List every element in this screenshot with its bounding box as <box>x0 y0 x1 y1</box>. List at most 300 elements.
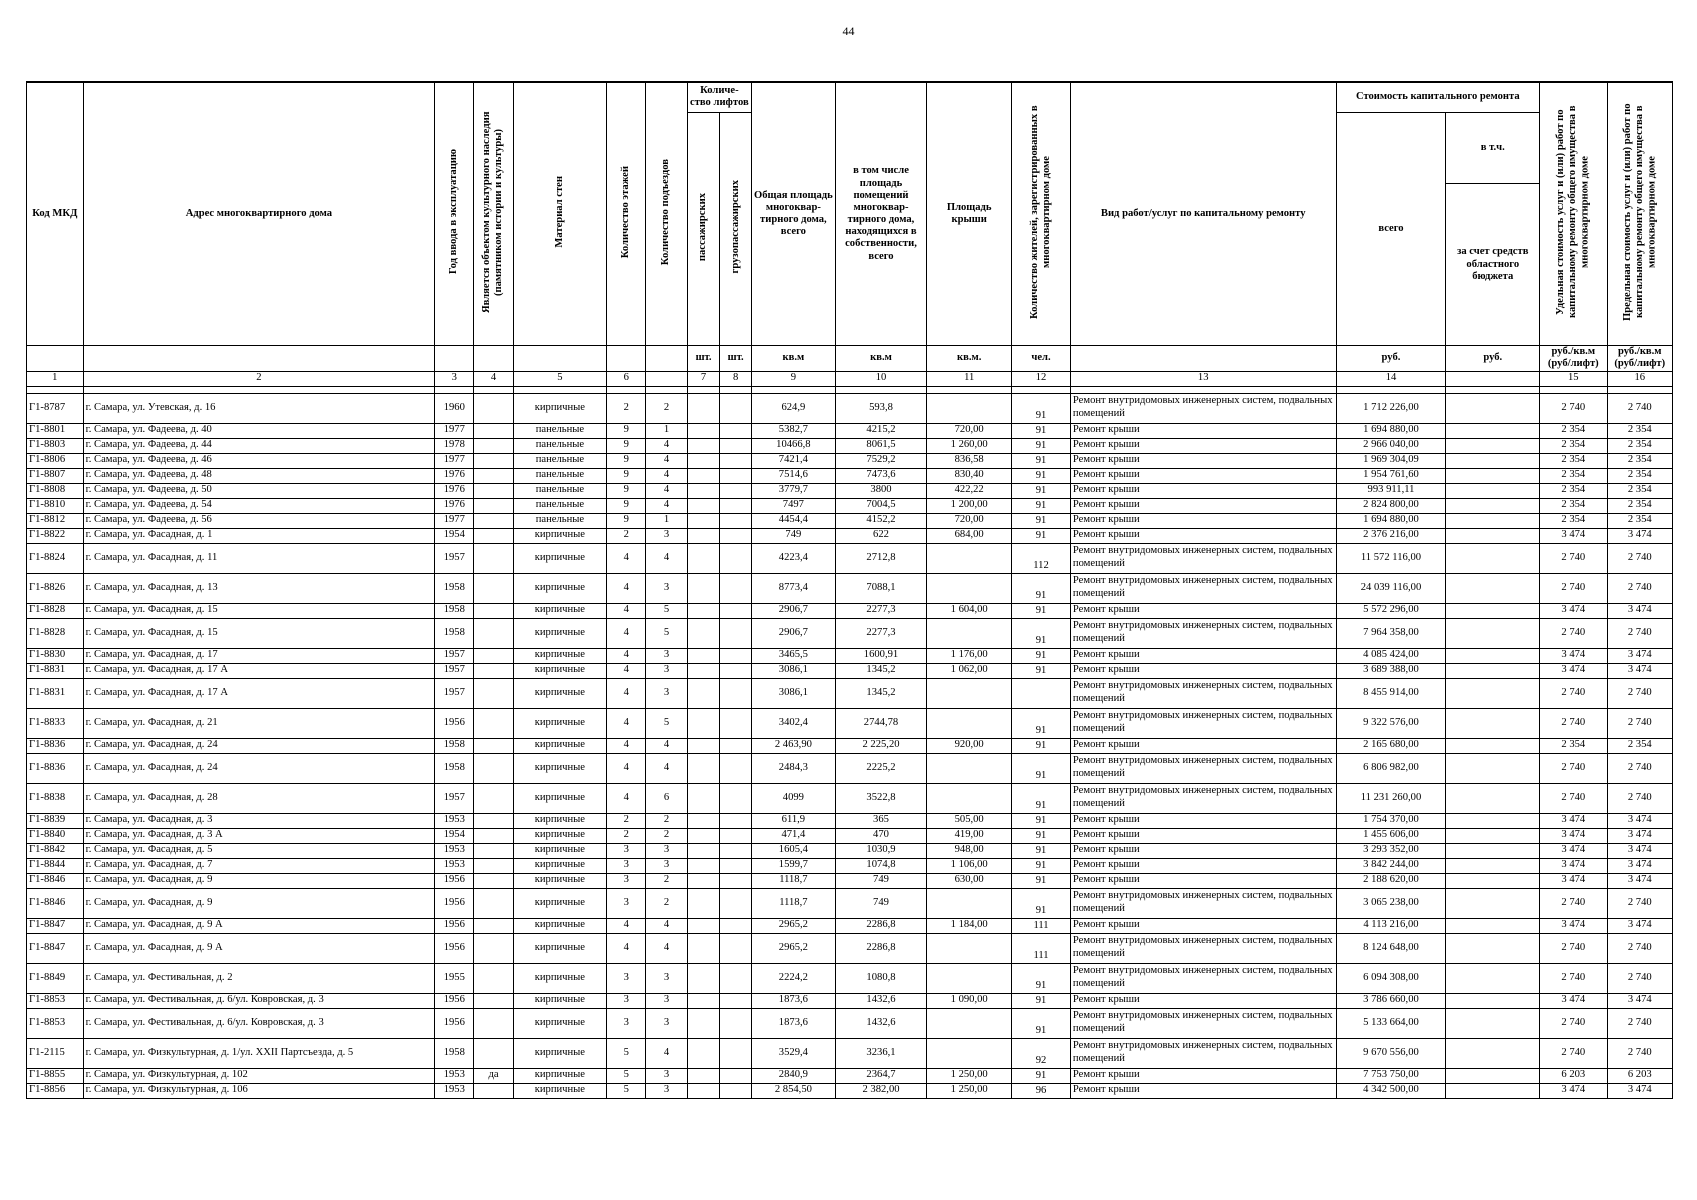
cell-entrances: 2 <box>646 888 687 918</box>
cell-code: Г1-8831 <box>27 663 84 678</box>
table-row <box>27 918 1673 933</box>
cell-floors: 4 <box>607 708 646 738</box>
cell-owned-area: 1345,2 <box>835 678 926 708</box>
cell-owned-area: 749 <box>835 888 926 918</box>
cell-residents: 111 <box>1012 933 1071 963</box>
cell-lifts-pass <box>687 483 720 498</box>
cell-roof-area: 720,00 <box>927 423 1012 438</box>
cell-heritage <box>474 423 513 438</box>
cell-cost-total: 2 966 040,00 <box>1336 438 1446 453</box>
cell-year: 1958 <box>435 618 474 648</box>
header-floors-text: Количество этажей <box>620 165 632 259</box>
spacer-cell <box>1070 386 1336 393</box>
cell-cost-regional <box>1446 603 1540 618</box>
cell-cost-regional <box>1446 573 1540 603</box>
cell-lifts-cargo <box>720 738 752 753</box>
cell-cost-regional <box>1446 663 1540 678</box>
cell-total-area: 3465,5 <box>751 648 835 663</box>
spacer-cell <box>751 386 835 393</box>
cell-year: 1956 <box>435 933 474 963</box>
cell-cost-total: 11 231 260,00 <box>1336 783 1446 813</box>
cell-heritage <box>474 483 513 498</box>
cell-address: г. Самара, ул. Фасадная, д. 21 <box>83 708 435 738</box>
cell-roof-area: 422,22 <box>927 483 1012 498</box>
cell-heritage <box>474 993 513 1008</box>
cell-roof-area: 1 604,00 <box>927 603 1012 618</box>
cell-lifts-pass <box>687 918 720 933</box>
header-owned-area: в том числе площадь помещений многоквар-тирного дома, находящихся в собственности, всего <box>835 82 926 346</box>
cell-entrances: 6 <box>646 783 687 813</box>
cell-code: Г1-8842 <box>27 843 84 858</box>
cell-max-cost: 2 354 <box>1607 468 1672 483</box>
table-row <box>27 393 1673 423</box>
cell-total-area: 1599,7 <box>751 858 835 873</box>
cell-year: 1955 <box>435 963 474 993</box>
cell-max-cost: 3 474 <box>1607 918 1672 933</box>
table-row <box>27 783 1673 813</box>
cell-floors: 9 <box>607 468 646 483</box>
cell-year: 1957 <box>435 543 474 573</box>
cell-lifts-pass <box>687 453 720 468</box>
header-residents <box>1012 82 1071 346</box>
cell-floors: 4 <box>607 678 646 708</box>
cell-wall: кирпичные <box>513 843 607 858</box>
cell-residents: 91 <box>1012 1068 1071 1083</box>
spacer-cell <box>83 386 435 393</box>
cell-max-cost: 2 354 <box>1607 453 1672 468</box>
cell-wall: кирпичные <box>513 1038 607 1068</box>
cell-unit-cost: 2 354 <box>1540 483 1607 498</box>
cell-cost-regional <box>1446 738 1540 753</box>
cell-owned-area: 1432,6 <box>835 1008 926 1038</box>
cell-owned-area: 3236,1 <box>835 1038 926 1068</box>
cell-address: г. Самара, ул. Физкультурная, д. 1/ул. XXII Партсъезда, д. 5 <box>83 1038 435 1068</box>
cell-code: Г1-8806 <box>27 453 84 468</box>
cell-unit-cost: 2 740 <box>1540 393 1607 423</box>
column-number: 14 <box>1336 371 1446 386</box>
header-cost-incl: в т.ч. <box>1446 112 1540 184</box>
cell-lifts-cargo <box>720 513 752 528</box>
header-unit-cost <box>1540 82 1607 346</box>
table-row <box>27 513 1673 528</box>
cell-total-area: 2224,2 <box>751 963 835 993</box>
cell-cost-regional <box>1446 1083 1540 1098</box>
cell-max-cost: 3 474 <box>1607 828 1672 843</box>
cell-lifts-cargo <box>720 648 752 663</box>
cell-max-cost: 2 740 <box>1607 543 1672 573</box>
header-cost-total: всего <box>1336 112 1446 346</box>
cell-year: 1956 <box>435 1008 474 1038</box>
cell-cost-total: 4 085 424,00 <box>1336 648 1446 663</box>
cell-entrances: 3 <box>646 573 687 603</box>
cell-wall: кирпичные <box>513 918 607 933</box>
cell-address: г. Самара, ул. Фасадная, д. 28 <box>83 783 435 813</box>
cell-heritage <box>474 738 513 753</box>
cell-residents: 91 <box>1012 468 1071 483</box>
unit-residents: чел. <box>1012 346 1071 371</box>
cell-address: г. Самара, ул. Фасадная, д. 3 <box>83 813 435 828</box>
cell-max-cost: 3 474 <box>1607 858 1672 873</box>
cell-cost-total: 1 754 370,00 <box>1336 813 1446 828</box>
cell-year: 1958 <box>435 573 474 603</box>
column-number: 3 <box>435 371 474 386</box>
cell-wall: кирпичные <box>513 738 607 753</box>
unit-cell <box>513 346 607 371</box>
cell-entrances: 3 <box>646 1008 687 1038</box>
cell-year: 1957 <box>435 678 474 708</box>
spacer-cell <box>687 386 720 393</box>
cell-max-cost: 2 740 <box>1607 708 1672 738</box>
cell-roof-area: 948,00 <box>927 843 1012 858</box>
cell-year: 1976 <box>435 468 474 483</box>
cell-owned-area: 2364,7 <box>835 1068 926 1083</box>
cell-total-area: 2965,2 <box>751 933 835 963</box>
spacer-cell <box>1336 386 1446 393</box>
cell-address: г. Самара, ул. Фасадная, д. 24 <box>83 753 435 783</box>
cell-cost-total: 993 911,11 <box>1336 483 1446 498</box>
cell-unit-cost: 2 740 <box>1540 933 1607 963</box>
cell-cost-regional <box>1446 933 1540 963</box>
cell-lifts-cargo <box>720 573 752 603</box>
cell-lifts-cargo <box>720 828 752 843</box>
cell-wall: кирпичные <box>513 663 607 678</box>
column-number: 2 <box>83 371 435 386</box>
cell-entrances: 2 <box>646 813 687 828</box>
cell-year: 1977 <box>435 513 474 528</box>
cell-cost-total: 1 455 606,00 <box>1336 828 1446 843</box>
cell-lifts-pass <box>687 423 720 438</box>
header-lifts-pass-text: пассажирских <box>697 192 709 261</box>
cell-max-cost: 3 474 <box>1607 873 1672 888</box>
table-row <box>27 498 1673 513</box>
header-lifts-cargo <box>720 112 752 346</box>
column-numbers-row <box>27 371 1673 386</box>
cell-cost-regional <box>1446 1038 1540 1068</box>
cell-work-type: Ремонт крыши <box>1070 993 1336 1008</box>
table-row <box>27 708 1673 738</box>
table-row <box>27 1083 1673 1098</box>
cell-address: г. Самара, ул. Фадеева, д. 56 <box>83 513 435 528</box>
cell-address: г. Самара, ул. Фадеева, д. 48 <box>83 468 435 483</box>
cell-lifts-pass <box>687 573 720 603</box>
unit-owned-area: кв.м <box>835 346 926 371</box>
cell-owned-area: 2 225,20 <box>835 738 926 753</box>
cell-entrances: 4 <box>646 543 687 573</box>
cell-floors: 3 <box>607 843 646 858</box>
cell-residents <box>1012 678 1071 708</box>
cell-entrances: 4 <box>646 933 687 963</box>
cell-owned-area: 1432,6 <box>835 993 926 1008</box>
cell-roof-area: 920,00 <box>927 738 1012 753</box>
cell-owned-area: 749 <box>835 873 926 888</box>
cell-heritage <box>474 783 513 813</box>
cell-max-cost: 2 354 <box>1607 498 1672 513</box>
cell-work-type: Ремонт крыши <box>1070 423 1336 438</box>
cell-max-cost: 3 474 <box>1607 648 1672 663</box>
cell-heritage <box>474 888 513 918</box>
cell-heritage <box>474 1008 513 1038</box>
cell-address: г. Самара, ул. Фадеева, д. 50 <box>83 483 435 498</box>
cell-cost-total: 4 113 216,00 <box>1336 918 1446 933</box>
cell-cost-total: 9 670 556,00 <box>1336 1038 1446 1068</box>
cell-lifts-cargo <box>720 888 752 918</box>
cell-year: 1976 <box>435 498 474 513</box>
cell-lifts-pass <box>687 933 720 963</box>
cell-heritage: да <box>474 1068 513 1083</box>
cell-code: Г1-8840 <box>27 828 84 843</box>
cell-unit-cost: 2 740 <box>1540 708 1607 738</box>
header-floors <box>607 82 646 346</box>
cell-roof-area: 1 260,00 <box>927 438 1012 453</box>
unit-unit-cost: руб./кв.м (руб/лифт) <box>1540 346 1607 371</box>
cell-max-cost: 3 474 <box>1607 993 1672 1008</box>
cell-lifts-cargo <box>720 843 752 858</box>
cell-owned-area: 2712,8 <box>835 543 926 573</box>
cell-roof-area <box>927 1038 1012 1068</box>
cell-total-area: 1605,4 <box>751 843 835 858</box>
cell-total-area: 2 854,50 <box>751 1083 835 1098</box>
table-row <box>27 528 1673 543</box>
cell-cost-regional <box>1446 618 1540 648</box>
cell-work-type: Ремонт крыши <box>1070 438 1336 453</box>
cell-lifts-cargo <box>720 753 752 783</box>
cell-unit-cost: 2 354 <box>1540 468 1607 483</box>
spacer-cell <box>474 386 513 393</box>
cell-cost-regional <box>1446 438 1540 453</box>
cell-lifts-cargo <box>720 618 752 648</box>
cell-floors: 3 <box>607 993 646 1008</box>
cell-work-type: Ремонт крыши <box>1070 468 1336 483</box>
cell-cost-total: 6 094 308,00 <box>1336 963 1446 993</box>
header-year-text: Год ввода в эксплуатацию <box>448 149 460 275</box>
table-row <box>27 963 1673 993</box>
cell-wall: кирпичные <box>513 933 607 963</box>
cell-lifts-cargo <box>720 1038 752 1068</box>
cell-unit-cost: 2 740 <box>1540 573 1607 603</box>
unit-cell <box>83 346 435 371</box>
cell-address: г. Самара, ул. Фасадная, д. 9 А <box>83 918 435 933</box>
header-year <box>435 82 474 346</box>
cell-unit-cost: 3 474 <box>1540 813 1607 828</box>
cell-heritage <box>474 1038 513 1068</box>
cell-address: г. Самара, ул. Фасадная, д. 5 <box>83 843 435 858</box>
table-row <box>27 423 1673 438</box>
cell-roof-area: 1 250,00 <box>927 1083 1012 1098</box>
cell-wall: кирпичные <box>513 993 607 1008</box>
cell-cost-regional <box>1446 543 1540 573</box>
cell-code: Г1-8828 <box>27 618 84 648</box>
cell-max-cost: 2 740 <box>1607 963 1672 993</box>
cell-residents: 112 <box>1012 543 1071 573</box>
cell-lifts-cargo <box>720 483 752 498</box>
cell-heritage <box>474 573 513 603</box>
cell-total-area: 2840,9 <box>751 1068 835 1083</box>
header-lifts-pass <box>687 112 720 346</box>
cell-unit-cost: 2 354 <box>1540 738 1607 753</box>
cell-address: г. Самара, ул. Фасадная, д. 13 <box>83 573 435 603</box>
cell-cost-total: 1 712 226,00 <box>1336 393 1446 423</box>
cell-cost-total: 9 322 576,00 <box>1336 708 1446 738</box>
cell-code: Г1-8828 <box>27 603 84 618</box>
cell-lifts-cargo <box>720 543 752 573</box>
cell-roof-area <box>927 678 1012 708</box>
cell-work-type: Ремонт крыши <box>1070 873 1336 888</box>
cell-cost-total: 24 039 116,00 <box>1336 573 1446 603</box>
unit-cell <box>27 346 84 371</box>
cell-floors: 4 <box>607 543 646 573</box>
cell-code: Г1-8847 <box>27 918 84 933</box>
cell-owned-area: 1080,8 <box>835 963 926 993</box>
table-row <box>27 648 1673 663</box>
cell-cost-total: 1 969 304,09 <box>1336 453 1446 468</box>
cell-total-area: 8773,4 <box>751 573 835 603</box>
cell-work-type: Ремонт внутридомовых инженерных систем, подвальных помещений <box>1070 888 1336 918</box>
column-number: 4 <box>474 371 513 386</box>
cell-cost-regional <box>1446 858 1540 873</box>
cell-wall: кирпичные <box>513 813 607 828</box>
cell-roof-area: 419,00 <box>927 828 1012 843</box>
table-row <box>27 573 1673 603</box>
cell-wall: кирпичные <box>513 1068 607 1083</box>
cell-heritage <box>474 438 513 453</box>
cell-roof-area: 1 250,00 <box>927 1068 1012 1083</box>
cell-address: г. Самара, ул. Утевская, д. 16 <box>83 393 435 423</box>
table-row <box>27 738 1673 753</box>
cell-lifts-cargo <box>720 603 752 618</box>
cell-year: 1956 <box>435 708 474 738</box>
cell-cost-total: 3 293 352,00 <box>1336 843 1446 858</box>
cell-max-cost: 2 740 <box>1607 1038 1672 1068</box>
cell-entrances: 3 <box>646 663 687 678</box>
cell-work-type: Ремонт крыши <box>1070 813 1336 828</box>
cell-cost-regional <box>1446 813 1540 828</box>
table-row <box>27 468 1673 483</box>
column-number: 15 <box>1540 371 1607 386</box>
cell-code: Г1-8826 <box>27 573 84 603</box>
unit-cell <box>646 346 687 371</box>
cell-address: г. Самара, ул. Фасадная, д. 15 <box>83 603 435 618</box>
cell-floors: 9 <box>607 513 646 528</box>
table-row <box>27 888 1673 918</box>
table-row <box>27 453 1673 468</box>
cell-wall: кирпичные <box>513 648 607 663</box>
cell-year: 1958 <box>435 603 474 618</box>
cell-code: Г1-8812 <box>27 513 84 528</box>
cell-floors: 4 <box>607 918 646 933</box>
cell-code: Г1-8856 <box>27 1083 84 1098</box>
cell-year: 1956 <box>435 888 474 918</box>
cell-lifts-cargo <box>720 1083 752 1098</box>
cell-cost-regional <box>1446 1008 1540 1038</box>
cell-heritage <box>474 648 513 663</box>
cell-lifts-cargo <box>720 453 752 468</box>
unit-cell <box>1070 346 1336 371</box>
table-row <box>27 678 1673 708</box>
cell-residents: 91 <box>1012 858 1071 873</box>
cell-code: Г1-8836 <box>27 738 84 753</box>
cell-heritage <box>474 498 513 513</box>
table-row <box>27 438 1673 453</box>
table-row <box>27 993 1673 1008</box>
cell-cost-total: 2 165 680,00 <box>1336 738 1446 753</box>
cell-total-area: 2484,3 <box>751 753 835 783</box>
cell-work-type: Ремонт внутридомовых инженерных систем, подвальных помещений <box>1070 1008 1336 1038</box>
cell-address: г. Самара, ул. Фасадная, д. 9 <box>83 873 435 888</box>
cell-lifts-pass <box>687 963 720 993</box>
header-cost: Стоимость капитального ремонта <box>1336 82 1540 112</box>
cell-total-area: 2965,2 <box>751 918 835 933</box>
cell-work-type: Ремонт крыши <box>1070 498 1336 513</box>
cell-cost-regional <box>1446 708 1540 738</box>
cell-work-type: Ремонт крыши <box>1070 603 1336 618</box>
header-lifts-cargo-text: грузопассажирских <box>729 180 741 274</box>
cell-owned-area: 2286,8 <box>835 933 926 963</box>
cell-lifts-pass <box>687 843 720 858</box>
unit-total-area: кв.м <box>751 346 835 371</box>
table-row <box>27 1008 1673 1038</box>
cell-work-type: Ремонт крыши <box>1070 738 1336 753</box>
cell-code: Г1-8838 <box>27 783 84 813</box>
cell-work-type: Ремонт крыши <box>1070 843 1336 858</box>
cell-cost-regional <box>1446 513 1540 528</box>
cell-wall: кирпичные <box>513 603 607 618</box>
cell-cost-regional <box>1446 528 1540 543</box>
cell-residents: 91 <box>1012 708 1071 738</box>
cell-lifts-pass <box>687 678 720 708</box>
column-number: 5 <box>513 371 607 386</box>
cell-residents: 91 <box>1012 453 1071 468</box>
cell-owned-area: 4152,2 <box>835 513 926 528</box>
cell-roof-area <box>927 573 1012 603</box>
cell-lifts-cargo <box>720 1008 752 1038</box>
cell-residents: 91 <box>1012 663 1071 678</box>
cell-lifts-pass <box>687 1083 720 1098</box>
cell-unit-cost: 2 354 <box>1540 453 1607 468</box>
cell-address: г. Самара, ул. Фасадная, д. 11 <box>83 543 435 573</box>
cell-entrances: 3 <box>646 963 687 993</box>
spacer-cell <box>435 386 474 393</box>
cell-cost-total: 1 954 761,60 <box>1336 468 1446 483</box>
cell-owned-area: 593,8 <box>835 393 926 423</box>
cell-code: Г1-8830 <box>27 648 84 663</box>
cell-entrances: 4 <box>646 483 687 498</box>
header-address: Адрес многоквартирного дома <box>83 82 435 346</box>
cell-wall: кирпичные <box>513 858 607 873</box>
cell-owned-area: 2744,78 <box>835 708 926 738</box>
cell-lifts-pass <box>687 438 720 453</box>
cell-unit-cost: 3 474 <box>1540 828 1607 843</box>
cell-code: Г1-8847 <box>27 933 84 963</box>
cell-owned-area: 3522,8 <box>835 783 926 813</box>
cell-owned-area: 7004,5 <box>835 498 926 513</box>
cell-entrances: 4 <box>646 453 687 468</box>
cell-year: 1976 <box>435 483 474 498</box>
cell-cost-total: 3 689 388,00 <box>1336 663 1446 678</box>
cell-year: 1958 <box>435 753 474 783</box>
cell-lifts-pass <box>687 618 720 648</box>
cell-floors: 2 <box>607 813 646 828</box>
cell-residents: 111 <box>1012 918 1071 933</box>
cell-floors: 9 <box>607 453 646 468</box>
cell-entrances: 5 <box>646 603 687 618</box>
cell-code: Г1-8836 <box>27 753 84 783</box>
column-number: 12 <box>1012 371 1071 386</box>
cell-cost-regional <box>1446 783 1540 813</box>
cell-address: г. Самара, ул. Фасадная, д. 17 <box>83 648 435 663</box>
cell-address: г. Самара, ул. Фадеева, д. 44 <box>83 438 435 453</box>
cell-wall: панельные <box>513 498 607 513</box>
header-wall-text: Материал стен <box>553 176 565 248</box>
